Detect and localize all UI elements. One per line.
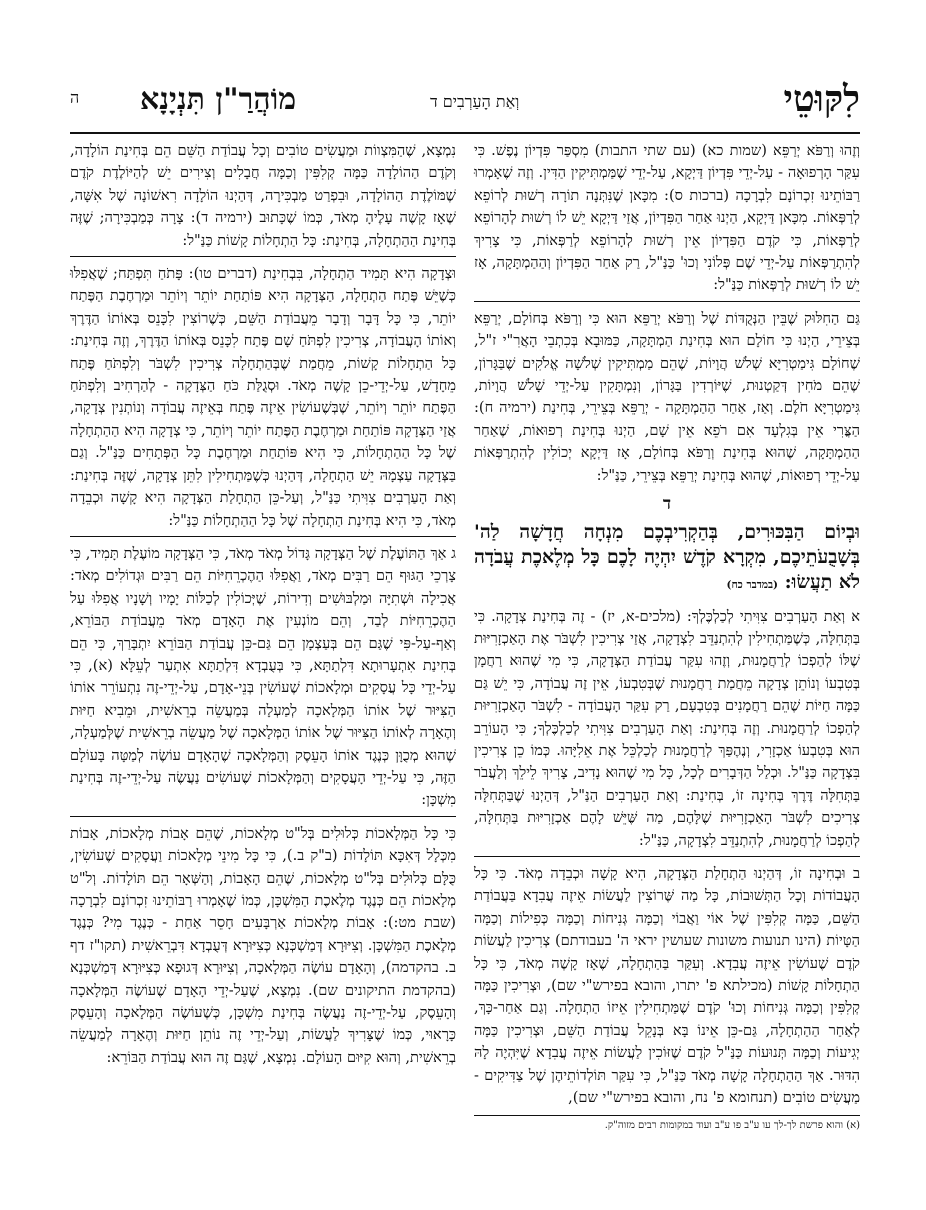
verse-body: וּבְיוֹם הַבִּכּוּרִים, בְּהַקְרִיבְכֶם מִנְחָה חֲדָשָׁה לַה' בְּשָׁבֻעֹתֵיכֶם, מִקְרָא קֹדֶשׁ יִהְיֶה לָכֶם כָּל מְלֶאכֶת עֲבֹדָה לֹא תַעֲשׂוּ:: [474, 520, 860, 593]
footnote: (א) והוא פרשת לך-לך עו ע"ב פו ע"ב ועוד במקומות רבים מזוה"ק.: [474, 1115, 860, 1133]
paragraph: ג אַךְ הַתּוֹעֶלֶת שֶׁל הַצְּדָקָה גָּדוֹל מְאֹד מְאֹד, כִּי הַצְּדָקָה מוֹעֶלֶת תָּמִיד, כִּי צָרְכֵי הַגּוּף הֵם רַבִּים מְאֹד, וַאֲפִלּוּ הַהֶכְרֵחִיּוֹת הֵם רַבִּים וּגְדוֹלִים מְאֹד: אֲכִילָה וּשְׁתִיָּה וּמַלְבּוּשִׁים וְדִירוֹת, שֶׁיְּכוֹלִין לְכַלּוֹת יָמָיו וְשָׁנָיו אֲפִלּוּ עַל הַהֶכְרֵחִיּוֹת לְבַד, וְהֵם מוֹנְעִין אֶת הָאָדָם מְאֹד מֵעֲבוֹדַת הַבּוֹרֵא, וְאַף-עַל-פִּי שֶׁגַּם הֵם בְּעַצְמָן הֵם גַּם-כֵּן עֲבוֹדַת הַבּוֹרֵא יִתְבָּרַךְ, כִּי הֵם בְּחִינַת אִתְעָרוּתָא דִּלְתַתָּא, כִּי בְּעֻבְדָא דִּלְתַתָּא אִתְעַר לְעֵלָּא (א), כִּי עַל-יְדֵי כָּל עֲסָקִים וּמְלָאכוֹת שֶׁעוֹשִׂין בְּנֵי-אָדָם, עַל-יְדֵי-זֶה נִתְעוֹרֵר אוֹתוֹ הַצִּיּוּר שֶׁל אוֹתוֹ הַמְּלָאכָה לְמַעְלָה בְּמַעֲשֵׂה בְרֵאשִׁית, וּמֵבִיא חַיּוּת וְהֶאָרָה לְאוֹתוֹ הַצִּיּוּר שֶׁל אוֹתוֹ הַמְּלָאכָה שֶׁל מַעֲשֵׂה בְרֵאשִׁית שֶׁלְּמַעְלָה, שֶׁהוּא מְכֻוָּן כְּנֶגֶד אוֹתוֹ הָעֵסֶק וְהַמְּלָאכָה שֶׁהָאָדָם עוֹשֶׂה לְמַטָּה בָּעוֹלָם הַזֶּה, כִּי עַל-יְדֵי הָעֲסָקִים וְהַמְּלָאכוֹת שֶׁעוֹשִׂים נַעֲשֶׂה עַל-יְדֵי-זֶה בְּחִינַת מִשְׁכָּן:: [70, 543, 456, 817]
page-header: [70, 78, 860, 126]
verse-reference: (במדבר כח): [726, 578, 778, 591]
paragraph: נִמְצָא, שֶׁהַמִּצְווֹת וּמַעֲשִׂים טוֹבִים וְכָל עֲבוֹדַת הַשֵּׁם הֵם בְּחִינַת הוֹלָדָה, וְקֹדֶם הַהוֹלָדָה כַּמָּה קְלִפִּין וְכַמָּה חֲבָלִים וְצִירִים יֵשׁ לְהַיּוֹלֶדֶת קֹדֶם שֶׁמּוֹלֶדֶת הַהוֹלָדָה, וּבִפְרַט מַבְכִּירָה, דְּהַיְנוּ הוֹלָדָה רִאשׁוֹנָה שֶׁל אִשָּׁה, שֶׁאָז קָשֶׁה עָלֶיהָ מְאֹד, כְּמוֹ שֶׁכָּתוּב (ירמיה ד): צָרָה כְּמַבְכִּירָה; שֶׁזֶּה בְּחִינַת הַהַתְחָלָה, בְּחִינַת: כָּל הַתְחָלוֹת קָשׁוֹת כַּנַּ"ל:: [70, 140, 456, 257]
right-column: [474, 140, 860, 1133]
verse-text: [474, 520, 860, 598]
running-title-right: לִקּוּטֵי: [783, 78, 860, 120]
left-column: [70, 140, 456, 1075]
running-title-left: מוֹהֲרַ"ן תִּנְיָנָא: [140, 82, 297, 117]
page-number: ה: [70, 88, 80, 107]
running-section-title: וְאַת הָעַרְבִים ד: [430, 92, 520, 111]
header-rule: [70, 132, 860, 134]
paragraph: ב וּבְחִינָה זוֹ, דְּהַיְנוּ הַתְחָלַת הַצְּדָקָה, הִיא קָשָׁה וּכְבֵדָה מְאֹד. כִּי כָּל הָעֲבוֹדוֹת וְכָל הַתְּשׁוּבוֹת, כָּל מַה שֶּׁרוֹצִין לַעֲשׂוֹת אֵיזֶה עֲבִדָא בַּעֲבוֹדַת הַשֵּׁם, כַּמָּה קְלִפִּין שֶׁל אוֹי וַאֲבוֹי וְכַמָּה גְּנִיחוֹת וְכַמָּה כְּפִילוֹת וְכַמָּה הַטָּיוֹת (הינו תנועות משונות שעושין יראי ה' בעבודתם) צְרִיכִין לַעֲשׂוֹת קֹדֶם שֶׁעוֹשִׂין אֵיזֶה עֲבִדָא. וְעִקַּר בַּהַתְחָלָה, שֶׁאָז קָשֶׁה מְאֹד, כִּי כָּל הַתְחָלוֹת קָשׁוֹת (מכילתא פ' יתרו, והובא בפירש"י שם), וּצְרִיכִין כַּמָּה קְלִפִּין וְכַמָּה גְּנִיחוֹת וְכוּ' קֹדֶם שֶׁמַּתְחִילִין אֵיזוֹ הַתְחָלָה. וְגַם אַחַר-כָּךְ, לְאַחַר הַהַתְחָלָה, גַּם-כֵּן אֵינוֹ בָּא בְּנָקֵל עֲבוֹדַת הַשֵּׁם, וּצְרִיכִין כַּמָּה יְגִיעוֹת וְכַמָּה תְּנוּעוֹת כַּנַּ"ל קֹדֶם שֶׁזּוֹכִין לַעֲשׂוֹת אֵיזֶה עֲבִדָא שֶׁיִּהְיֶה לָהּ הִדּוּר. אַךְ הַהַתְחָלָה קָשָׁה מְאֹד כַּנַּ"ל, כִּי עִקַּר תּוֹלְדוֹתֵיהֶן שֶׁל צַדִּיקִים - מַעֲשִׂים טוֹבִים (תנחומא פ' נח, והובא בפירש"י שם),: [474, 864, 860, 1107]
paragraph: וּצְדָקָה הִיא תָּמִיד הַתְחָלָה, בִּבְחִינַת (דברים טו): פָּתֹחַ תִּפְתַּח; שֶׁאֲפִלּוּ כְּשֶׁיֵּשׁ פֶּתַח הַתְחָלָה, הַצְּדָקָה הִיא פּוֹתַחַת יוֹתֵר וְיוֹתֵר וּמַרְחֶבֶת הַפֶּתַח יוֹתֵר, כִּי כָּל דָּבָר וְדָבָר מֵעֲבוֹדַת הַשֵּׁם, כְּשֶׁרוֹצִין לִכָּנֵס בְּאוֹתוֹ הַדֶּרֶךְ וְאוֹתוֹ הָעֲבוֹדָה, צְרִיכִין לִפְתֹּחַ שָׁם פֶּתַח לִכָּנֵס בְּאוֹתוֹ הַדֶּרֶךְ, וְזֶה בְּחִינַת: כָּל הַתְחָלוֹת קָשׁוֹת, מֵחֲמַת שֶׁבְּהַתְחָלָה צְרִיכִין לִשְׁבֹּר וְלִפְתֹּחַ פֶּתַח מֵחָדָשׁ, עַל-יְדֵי-כֵן קָשֶׁה מְאֹד. וּסְגֻלַּת כֹּחַ הַצְּדָקָה - לְהַרְחִיב וְלִפְתֹּחַ הַפֶּתַח יוֹתֵר וְיוֹתֵר, שֶׁבְּשֶׁעוֹשִׂין אֵיזֶה פֶּתַח בְּאֵיזֶה עֲבוֹדָה וְנוֹתְנִין צְדָקָה, אֲזַי הַצְּדָקָה פּוֹתַחַת וּמַרְחֶבֶת הַפֶּתַח יוֹתֵר וְיוֹתֵר, כִּי צְדָקָה הִיא הַהַתְחָלָה שֶׁל כָּל הַהַתְחָלוֹת, כִּי הִיא פּוֹתַחַת וּמַרְחֶבֶת כָּל הַפְּתָחִים כַּנַּ"ל. וְגַם בַּצְּדָקָה עַצְמָהּ יֵשׁ הַתְחָלָה, דְּהַיְנוּ כְּשֶׁמַּתְחִילִין לִתֵּן צְדָקָה, שֶׁזֶּה בְּחִינַת: וְאַת הָעַרְבִים צִוִּיתִי כַּנַּ"ל, וְעַל-כֵּן הַתְחָלַת הַצְּדָקָה הִיא קָשָׁה וּכְבֵדָה מְאֹד, כִּי הִיא בְּחִינַת הַתְחָלָה שֶׁל כָּל הַהַתְחָלוֹת כַּנַּ"ל:: [70, 263, 456, 537]
paragraph: וְזֶהוּ וְרַפֹּא יְרַפֵּא (שמות כא) (עם שתי התבות) מִסְפַּר פִּדְיוֹן נֶפֶשׁ. כִּי עִקַּר הָרְפוּאָה - עַל-יְדֵי פִּדְיוֹן דַּיְקָא, עַל-יְדֵי שֶׁמַּמְתִּיקִין הַדִּין. וְזֶה שֶׁאָמְרוּ רַבּוֹתֵינוּ זִכְרוֹנָם לִבְרָכָה (ברכות ס): מִכָּאן שֶׁנִּתְּנָה תוֹרָה רְשׁוּת לְרוֹפֵא לְרַפְּאוֹת. מִכָּאן דַּיְקָא, הַיְנוּ אַחַר הַפִּדְיוֹן, אֲזַי דַּיְקָא יֵשׁ לוֹ רְשׁוּת לְהָרוֹפֵא לְרַפְּאוֹת, כִּי קֹדֶם הַפִּדְיוֹן אֵין רְשׁוּת לְהָרוֹפֵא לְרַפְּאוֹת, כִּי צָרִיךְ לְהִתְרַפְּאוֹת עַל-יְדֵי שֶׁם פְּלוֹנִי וְכוּ' כַּנַּ"ל, רַק אַחַר הַפִּדְיוֹן וְהַהַמְתָּקָה, אָז יֵשׁ לוֹ רְשׁוּת לְרַפְּאוֹת כַּנַּ"ל:: [474, 140, 860, 302]
section-heading: ד: [662, 494, 672, 515]
paragraph: כִּי כָּל הַמְּלָאכוֹת כְּלוּלִים בְּל"ט מְלָאכוֹת, שֶׁהֵם אָבוֹת מְלָאכוֹת, אָבוֹת מִכְּלָל דְּאִכָּא תּוֹלָדוֹת (ב"ק ב.), כִּי כָּל מִינֵי מְלָאכוֹת וַעֲסָקִים שֶׁעוֹשִׂין, כֻּלָּם כְּלוּלִים בְּל"ט מְלָאכוֹת, שֶׁהֵם הָאָבוֹת, וְהַשְּׁאָר הֵם תּוֹלָדוֹת. וְל"ט מְלָאכוֹת הֵם כְּנֶגֶד מְלֶאכֶת הַמִּשְׁכָּן, כְּמוֹ שֶׁאָמְרוּ רַבּוֹתֵינוּ זִכְרוֹנָם לִבְרָכָה (שבת מט:): אָבוֹת מְלָאכוֹת אַרְבָּעִים חָסֵר אַחַת - כְּנֶגֶד מִי? כְּנֶגֶד מְלֶאכֶת הַמִּשְׁכָּן. וְצִיּוּרָא דְּמַשְׁכְּנָא כְּצִיּוּרָא דְּעֻבְדָא דִּבְרֵאשִׁית (תקו"ז דף ב. בהקדמה), וְהָאָדָם עוֹשֶׂה הַמְּלָאכָה, וְצִיּוּרָא דְּגוּפָא כְּצִיּוּרָא דְּמַשְׁכְּנָא (בהקדמת התיקונים שם). נִמְצָא, שֶׁעַל-יְדֵי הָאָדָם שֶׁעוֹשֶׂה הַמְּלָאכָה וְהָעֵסֶק, עַל-יְדֵי-זֶה נַעֲשֶׂה בְּחִינַת מִשְׁכָּן, כְּשֶׁעוֹשֶׂה הַמְּלָאכָה וְהָעֵסֶק כָּרָאוּי, כְּמוֹ שֶׁצָּרִיךְ לַעֲשׂוֹת, וְעַל-יְדֵי זֶה נוֹתֵן חַיּוּת וְהֶאָרָה לְמַעֲשֵׂה בְרֵאשִׁית, וְהוּא קִיּוּם הָעוֹלָם. נִמְצָא, שֶׁגַּם זֶה הוּא עֲבוֹדַת הַבּוֹרֵא:: [70, 824, 456, 1066]
paragraph: גַּם הַחִלּוּק שֶׁבֵּין הַנְּקֻדּוֹת שֶׁל וְרַפֹּא יְרַפֵּא הוּא כִּי וְרַפֹּא בְּחוֹלָם, יְרַפֵּא בְּצֵירֵי, הַיְנוּ כִּי חוֹלָם הוּא בְּחִינַת הַמְתָּקָה, כַּמּוּבָא בְּכִתְבֵי הָאֲרִ"י ז"ל, שֶׁחוֹלָם גִּימַטְרִיָּא שְׁלֹשׁ הֲוָיוֹת, שֶׁהֵם מַמְתִּיקִין שְׁלֹשָׁה אֱלֹקִים שֶׁבַּגָּרוֹן, שֶׁהֵם מֹחִין דְּקַטְנוּת, שֶׁיּוֹרְדִין בַּגָּרוֹן, וְנִמְתָּקִין עַל-יְדֵי שָׁלֹשׁ הֲוָיוֹת, גִּימַטְרִיָּא חֹלֶם. וְאַז, אַחַר הַהַמְתָּקָה - יְרַפֵּא בְּצֵירֵי, בְּחִינַת (ירמיה ח): הַצֳּרִי אֵין בְּגִלְעָד אִם רֹפֵא אֵין שָׁם, הַיְנוּ בְּחִינַת רְפוּאוֹת, שֶׁאַחַר הַהַמְתָּקָה, שֶׁהוּא בְּחִינַת וְרַפֹּא בְּחוֹלָם, אָז דַּיְקָא יְכוֹלִין לְהִתְרַפְּאוֹת עַל-יְדֵי רְפוּאוֹת, שֶׁהוּא בְּחִינַת יְרַפֵּא בְּצֵירֵי, כַּנַּ"ל:: [474, 309, 860, 484]
paragraph: א וְאַת הָעַרְבִים צִוִּיתִי לְכַלְכֶּלְךָ: (מלכים-א, יז) - זֶה בְּחִינַת צְדָקָה. כִּי בַּתְּחִלָּה, כְּשֶׁמַּתְחִילִין לְהִתְנַדֵּב לִצְדָקָה, אֲזַי צְרִיכִין לִשְׁבֹּר אֶת הָאַכְזָרִיּוּת שֶׁלּוֹ לְהַפְכוֹ לְרַחֲמָנוּת, וְזֶהוּ עִקַּר עֲבוֹדַת הַצְּדָקָה, כִּי מִי שֶׁהוּא רַחֲמָן בְּטִבְעוֹ וְנוֹתֵן צְדָקָה מֵחֲמַת רַחֲמָנוּת שֶׁבְּטִבְעוֹ, אֵין זֶה עֲבוֹדָה, כִּי יֵשׁ גַּם כַּמָּה חַיּוֹת שֶׁהֵם רַחֲמָנִים בְּטִבְעָם, רַק עִקַּר הָעֲבוֹדָה - לִשְׁבֹּר הָאַכְזָרִיּוּת לְהַפְכוֹ לְרַחֲמָנוּת. וְזֶה בְּחִינַת: וְאַת הָעַרְבִים צִוִּיתִי לְכַלְכֶּלְךָ; כִּי הָעוֹרֵב הוּא בְּטִבְעוֹ אַכְזָרִי, וְנֶהֶפַּךְ לְרַחֲמָנוּת לְכַלְכֵּל אֶת אֵלִיָּהוּ. כְּמוֹ כֵן צְרִיכִין בִּצְדָקָה כַּנַּ"ל. וּכְלַל הַדְּבָרִים לְכָל, כָּל מִי שֶׁהוּא נָדִיב, צָרִיךְ לֵילֵךְ וְלַעֲבֹר בַּתְּחִלָּה דֶּרֶךְ בְּחִינָה זוֹ, בְּחִינַת: וְאַת הָעַרְבִים הַנַּ"ל, דְּהַיְנוּ שֶׁבַּתְּחִלָּה צְרִיכִים לִשְׁבֹּר הָאַכְזָרִיּוּת שֶׁלָּהֶם, מַה שֶּׁיֵּשׁ לָהֶם אַכְזָרִיּוּת בַּתְּחִלָּה, לְהַפְכוֹ לְרַחֲמָנוּת, לְהִתְנַדֵּב לִצְדָקָה, כַּנַּ"ל:: [474, 606, 860, 857]
